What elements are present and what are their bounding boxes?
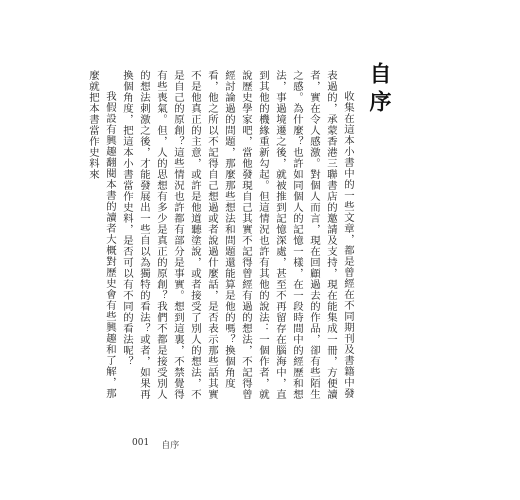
page-footer <box>132 438 179 451</box>
page-number: 001 <box>132 438 150 448</box>
running-footer: 自序 <box>161 441 180 451</box>
paragraph: 收集在這本小書中的一些文章，都是曾經在不同期刊及書籍中發表過的，承蒙香港三聯書店的邀請及支持，現在能集成一冊，方便讀者，實在令人感激。對個人而言，現在回顧過去的作品，卻有些陌生之感。為什麼？也許如同個人的記憶一樣，在一段時間中的經歷和想法，事過境遷之後，就被推到記憶深處，甚至不再留存在腦海中，直到其他的機緣重新勾起。但這情況也許有其他的說法：一個作者，就說歷史學家吧，當他發現自己其實不記得曾經有過的想法，不記得曾經討論過的問題，那麼那些想法和問題還能算是他的嗎？換個角度看，他之所以不記得自己想過或者說過什麼話，是否表示那些話其實不是他真正的主意，或許是他道聽塗說，或者接受了別人的想法，不是自己的原創？這些情況也許都有部分是事實。想到這裏，不禁覺得有些喪氣。但，人的思想有多少是真正的原創？我們不都是接受別人的想法刺激之後，才能發展出一些自以為獨特的看法？或者，如果再換個角度，把這本小書當作史料，是否可以有不同的看法呢？ <box>121 70 354 400</box>
body-text <box>84 70 356 400</box>
paragraph: 我假設有興趣翻閱本書的讀者大概對歷史會有些興趣和了解，那麼就把本書當作史料來 <box>87 70 116 399</box>
chapter-title: 自序 <box>366 62 392 118</box>
